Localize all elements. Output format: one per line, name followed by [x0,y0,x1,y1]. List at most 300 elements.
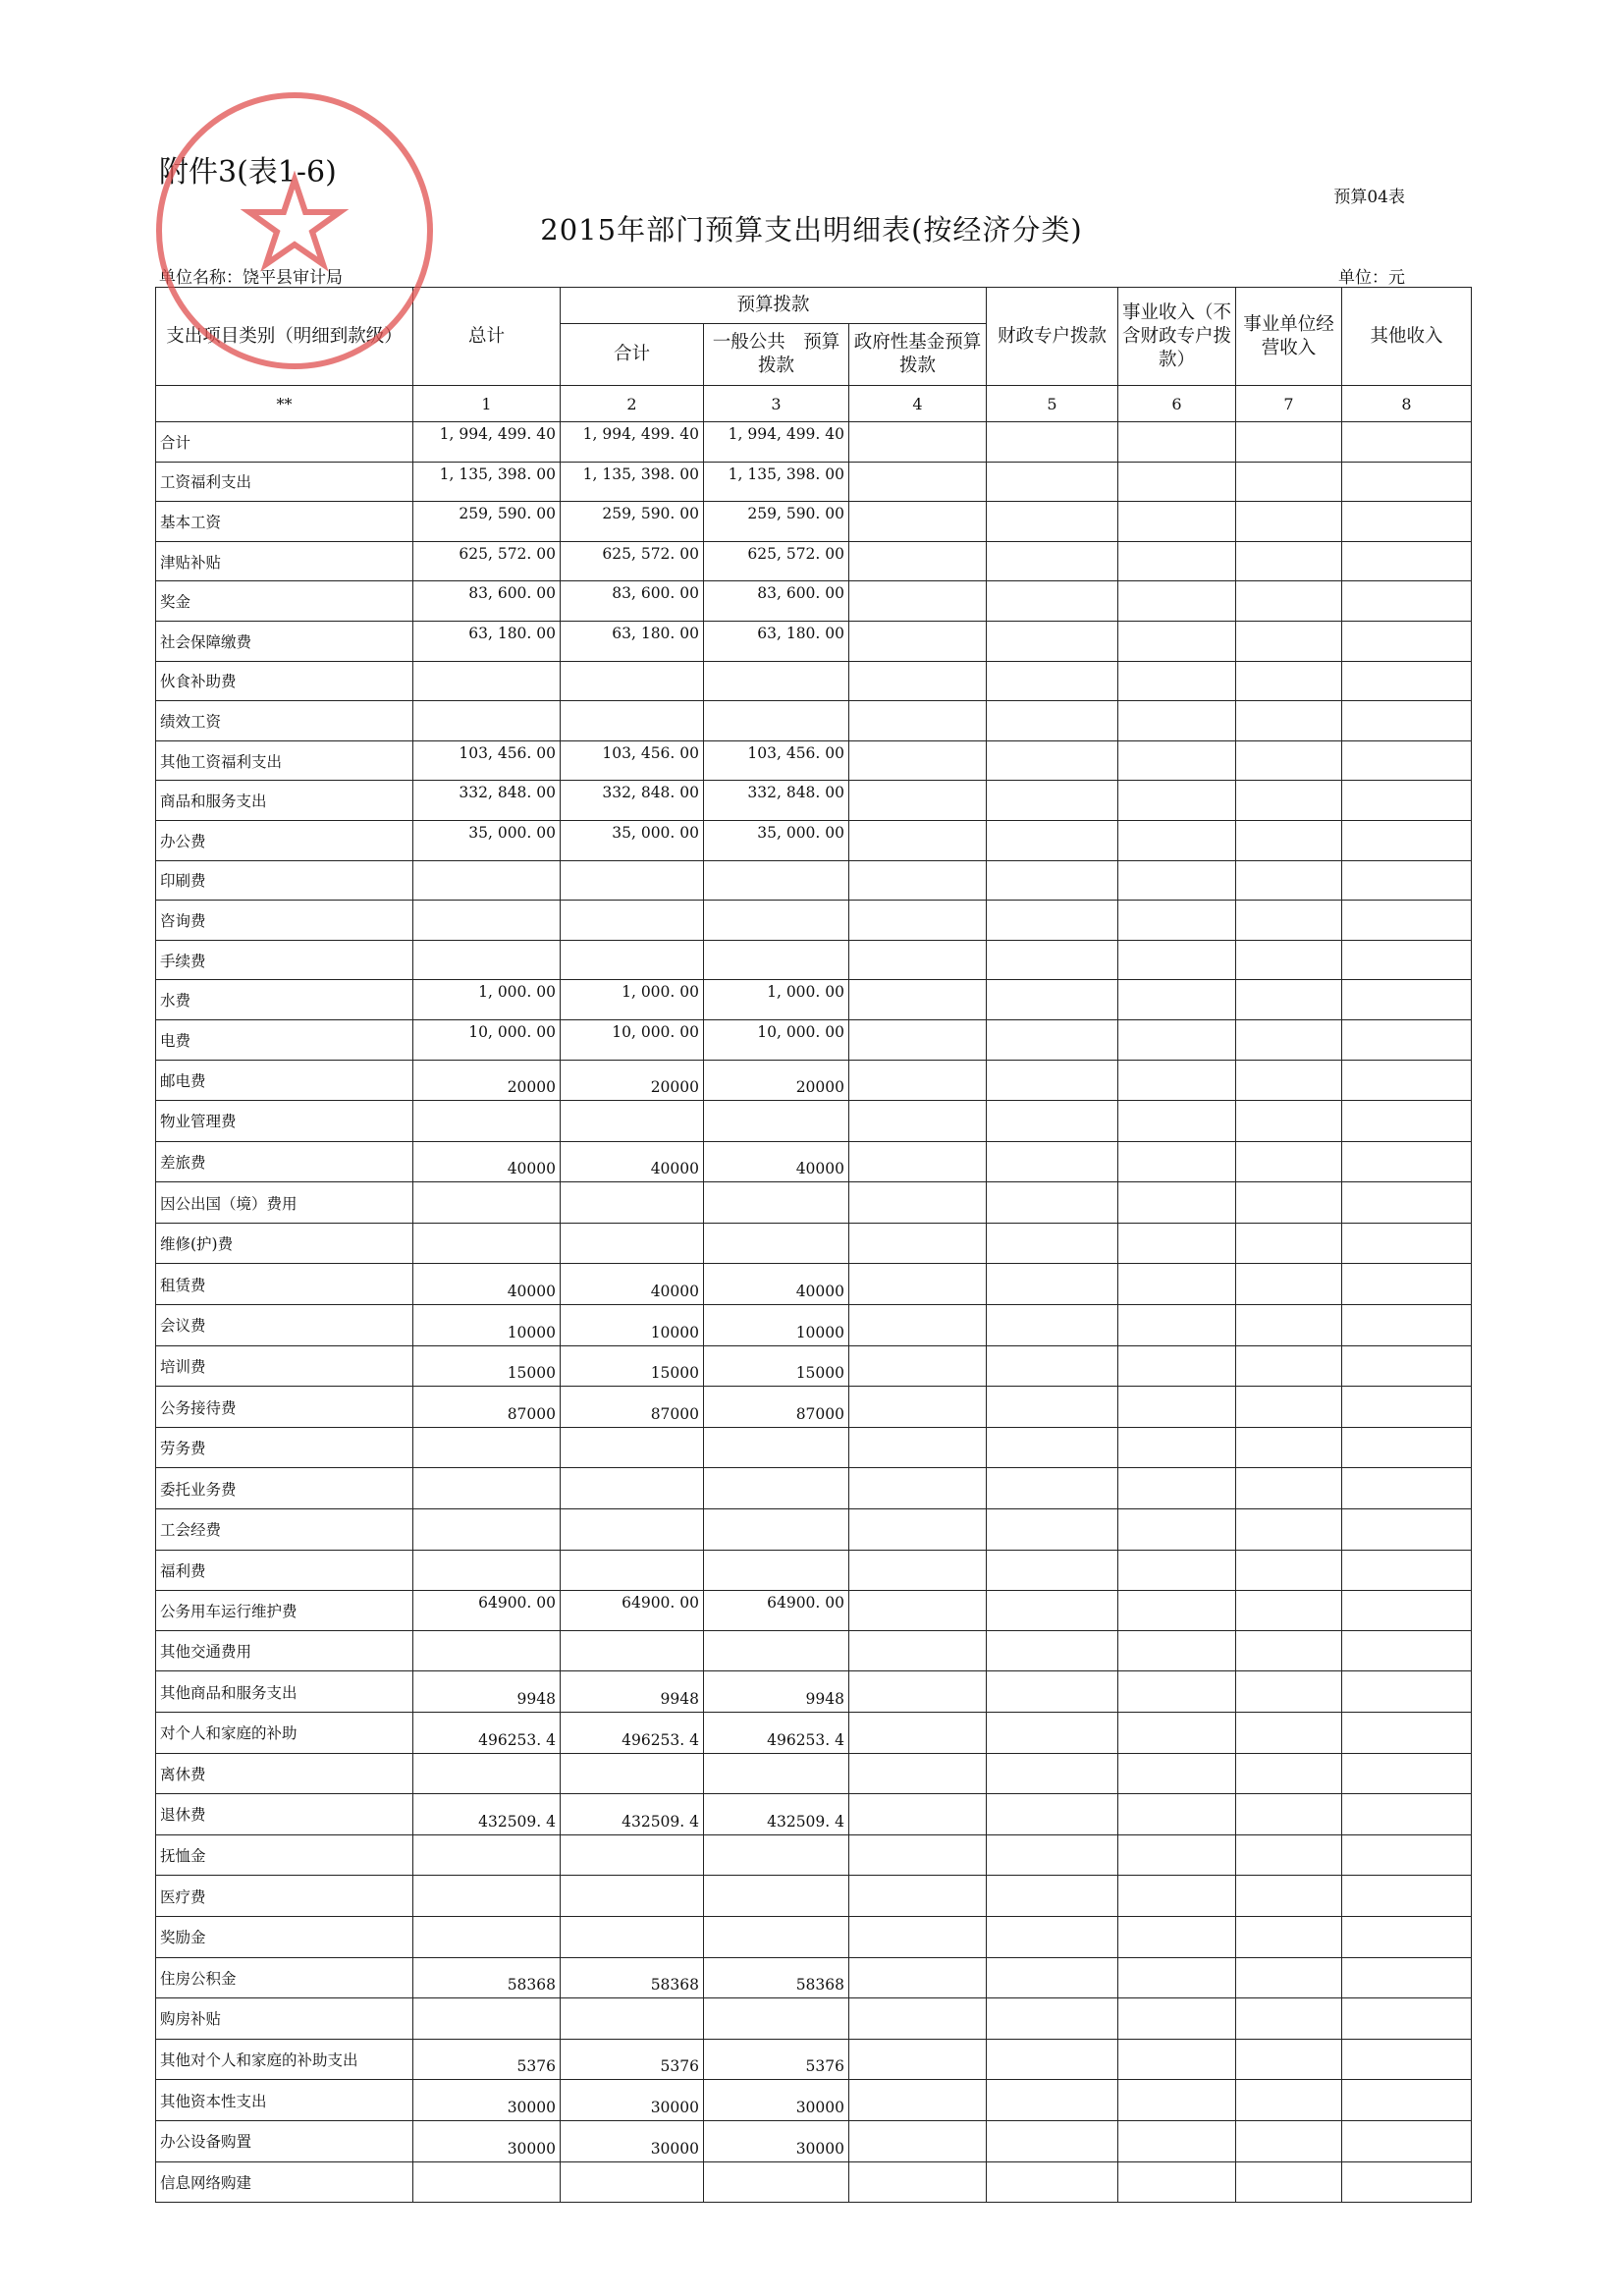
row-name-cell: 信息网络购建 [156,2161,413,2203]
empty-cell [987,2080,1118,2121]
budget-subtotal-cell: 10000 [561,1305,704,1346]
empty-cell [1236,1264,1342,1305]
empty-cell [1118,1753,1236,1794]
row-name-cell: 离休费 [156,1753,413,1794]
empty-cell [1236,1387,1342,1428]
table-row [156,422,1472,463]
table-row [156,621,1472,661]
table-row [156,1305,1472,1346]
total-cell [413,1427,561,1468]
table-row [156,1060,1472,1101]
budget-subtotal-cell [561,901,704,941]
total-cell: 20000 [413,1060,561,1101]
empty-cell [1342,462,1472,502]
row-name-cell: 伙食补助费 [156,661,413,701]
empty-cell [1236,1509,1342,1551]
empty-cell [849,1876,987,1917]
attachment-label: 附件3(表1-6) [159,155,337,190]
budget-subtotal-cell [561,1834,704,1876]
empty-cell [987,820,1118,860]
empty-cell [1342,1387,1472,1428]
row-name-cell: 绩效工资 [156,701,413,741]
empty-cell [987,781,1118,821]
budget-subtotal-cell [561,1998,704,2040]
empty-cell [987,1591,1118,1631]
empty-cell [987,1834,1118,1876]
row-name-cell: 差旅费 [156,1141,413,1182]
empty-cell [1236,820,1342,860]
empty-cell [987,1713,1118,1754]
general-public-cell: 1, 135, 398. 00 [704,462,849,502]
row-name-cell: 电费 [156,1019,413,1060]
table-row [156,1141,1472,1182]
empty-cell [1118,860,1236,901]
empty-cell [1118,1427,1236,1468]
budget-table [155,287,1472,2203]
general-public-cell: 103, 456. 00 [704,740,849,781]
empty-cell [987,1550,1118,1591]
row-name-cell: 购房补贴 [156,1998,413,2040]
general-public-cell [704,1427,849,1468]
total-cell: 103, 456. 00 [413,740,561,781]
empty-cell [987,1182,1118,1224]
empty-cell [1236,1834,1342,1876]
empty-cell [849,1387,987,1428]
empty-cell [849,2161,987,2203]
table-row [156,1468,1472,1509]
table-row [156,581,1472,622]
empty-cell [1342,940,1472,980]
empty-cell [849,1264,987,1305]
empty-cell [1342,980,1472,1020]
empty-cell [1236,901,1342,941]
empty-cell [849,1998,987,2040]
budget-subtotal-cell [561,1630,704,1671]
empty-cell [987,1427,1118,1468]
general-public-cell: 87000 [704,1387,849,1428]
empty-cell [1236,1305,1342,1346]
empty-cell [849,1182,987,1224]
total-cell: 496253. 4 [413,1713,561,1754]
col-business-unit: 事业单位经营收入 [1236,288,1342,386]
empty-cell [1342,1509,1472,1551]
empty-cell [1342,621,1472,661]
total-cell: 35, 000. 00 [413,820,561,860]
total-cell: 1, 994, 499. 40 [413,422,561,463]
empty-cell [1118,701,1236,741]
empty-cell [849,860,987,901]
empty-cell [1118,1182,1236,1224]
general-public-cell [704,901,849,941]
empty-cell [849,1141,987,1182]
empty-cell [1236,781,1342,821]
row-name-cell: 退休费 [156,1794,413,1835]
empty-cell [987,740,1118,781]
general-public-cell: 63, 180. 00 [704,621,849,661]
empty-cell [1342,1713,1472,1754]
row-name-cell: 水费 [156,980,413,1020]
empty-cell [1118,1957,1236,1998]
empty-cell [987,422,1118,463]
row-name-cell: 邮电费 [156,1060,413,1101]
total-cell [413,1509,561,1551]
empty-cell [1236,1468,1342,1509]
general-public-cell [704,1101,849,1142]
empty-cell [849,422,987,463]
empty-cell [987,1387,1118,1428]
empty-cell [849,1834,987,1876]
general-public-cell [704,2161,849,2203]
empty-cell [849,781,987,821]
empty-cell [1236,1630,1342,1671]
general-public-cell: 432509. 4 [704,1794,849,1835]
row-name-cell: 其他交通费用 [156,1630,413,1671]
empty-cell [1118,2080,1236,2121]
total-cell: 1, 135, 398. 00 [413,462,561,502]
table-row [156,1834,1472,1876]
empty-cell [1236,1223,1342,1264]
total-cell [413,1223,561,1264]
empty-cell [987,621,1118,661]
table-row [156,1916,1472,1957]
col-budget-group: 预算拨款 [561,288,987,324]
empty-cell [1342,422,1472,463]
total-cell [413,661,561,701]
empty-cell [849,1305,987,1346]
table-row [156,701,1472,741]
empty-cell [987,901,1118,941]
empty-cell [987,940,1118,980]
budget-subtotal-cell [561,1916,704,1957]
empty-cell [849,1957,987,1998]
empty-cell [987,1794,1118,1835]
empty-cell [1236,1345,1342,1387]
general-public-cell: 40000 [704,1264,849,1305]
total-cell: 625, 572. 00 [413,541,561,581]
empty-cell [849,1550,987,1591]
empty-cell [1342,1916,1472,1957]
general-public-cell [704,1916,849,1957]
empty-cell [1342,1794,1472,1835]
empty-cell [1236,2120,1342,2161]
general-public-cell: 9948 [704,1671,849,1713]
empty-cell [849,2080,987,2121]
empty-cell [987,1345,1118,1387]
table-row [156,502,1472,542]
row-name-cell: 对个人和家庭的补助 [156,1713,413,1754]
empty-cell [987,2120,1118,2161]
empty-cell [987,1671,1118,1713]
empty-cell [1118,1834,1236,1876]
empty-cell [1118,1345,1236,1387]
empty-cell [849,1591,987,1631]
empty-cell [1118,980,1236,1020]
table-row [156,980,1472,1020]
row-name-cell: 福利费 [156,1550,413,1591]
total-cell: 1, 000. 00 [413,980,561,1020]
table-row [156,1101,1472,1142]
total-cell: 63, 180. 00 [413,621,561,661]
general-public-cell [704,1834,849,1876]
row-name-cell: 其他工资福利支出 [156,740,413,781]
general-public-cell: 1, 000. 00 [704,980,849,1020]
empty-cell [987,1141,1118,1182]
page-title: 2015年部门预算支出明细表(按经济分类) [540,213,1083,246]
empty-cell [1118,1876,1236,1917]
empty-cell [1236,1998,1342,2040]
general-public-cell [704,1998,849,2040]
total-cell [413,2161,561,2203]
table-row [156,781,1472,821]
empty-cell [1118,1509,1236,1551]
total-cell: 40000 [413,1141,561,1182]
table-row [156,661,1472,701]
index-cell: 4 [849,386,987,422]
budget-subtotal-cell: 40000 [561,1141,704,1182]
index-cell: 1 [413,386,561,422]
general-public-cell: 5376 [704,2039,849,2080]
table-row [156,860,1472,901]
empty-cell [1236,1550,1342,1591]
row-name-cell: 维修(护)费 [156,1223,413,1264]
empty-cell [1236,621,1342,661]
row-name-cell: 培训费 [156,1345,413,1387]
total-cell: 64900. 00 [413,1591,561,1631]
index-cell: 8 [1342,386,1472,422]
empty-cell [987,1916,1118,1957]
row-name-cell: 工资福利支出 [156,462,413,502]
empty-cell [849,1427,987,1468]
empty-cell [1236,740,1342,781]
col-item: 支出项目类别（明细到款级） [156,288,413,386]
empty-cell [987,1630,1118,1671]
general-public-cell: 35, 000. 00 [704,820,849,860]
empty-cell [849,740,987,781]
empty-cell [849,820,987,860]
empty-cell [1236,1019,1342,1060]
empty-cell [1236,1101,1342,1142]
row-name-cell: 其他商品和服务支出 [156,1671,413,1713]
empty-cell [849,701,987,741]
empty-cell [1118,1468,1236,1509]
budget-subtotal-cell: 1, 000. 00 [561,980,704,1020]
budget-subtotal-cell [561,1876,704,1917]
budget-subtotal-cell: 103, 456. 00 [561,740,704,781]
general-public-cell: 15000 [704,1345,849,1387]
empty-cell [1342,1550,1472,1591]
budget-subtotal-cell [561,1427,704,1468]
empty-cell [849,1630,987,1671]
empty-cell [1118,2161,1236,2203]
budget-subtotal-cell: 432509. 4 [561,1794,704,1835]
empty-cell [1236,541,1342,581]
table-row [156,1998,1472,2040]
empty-cell [1342,740,1472,781]
budget-subtotal-cell: 9948 [561,1671,704,1713]
empty-cell [1342,1305,1472,1346]
empty-cell [1342,860,1472,901]
budget-subtotal-cell [561,1101,704,1142]
empty-cell [1118,581,1236,622]
empty-cell [1342,2161,1472,2203]
budget-subtotal-cell: 40000 [561,1264,704,1305]
row-name-cell: 工会经费 [156,1509,413,1551]
table-row [156,1876,1472,1917]
empty-cell [849,1753,987,1794]
general-public-cell [704,940,849,980]
empty-cell [1236,1794,1342,1835]
empty-cell [987,581,1118,622]
total-cell: 332, 848. 00 [413,781,561,821]
empty-cell [1118,2039,1236,2080]
empty-cell [987,2039,1118,2080]
table-row [156,1550,1472,1591]
table-row [156,2161,1472,2203]
empty-cell [987,2161,1118,2203]
budget-subtotal-cell: 20000 [561,1060,704,1101]
row-name-cell: 住房公积金 [156,1957,413,1998]
table-row [156,2120,1472,2161]
empty-cell [987,701,1118,741]
row-name-cell: 印刷费 [156,860,413,901]
total-cell: 30000 [413,2120,561,2161]
table-row [156,2080,1472,2121]
table-row [156,1591,1472,1631]
total-cell [413,1916,561,1957]
empty-cell [987,661,1118,701]
empty-cell [1118,1141,1236,1182]
empty-cell [1342,2120,1472,2161]
total-cell [413,1550,561,1591]
budget-subtotal-cell [561,701,704,741]
general-public-cell [704,1630,849,1671]
empty-cell [1236,1713,1342,1754]
empty-cell [987,1753,1118,1794]
row-name-cell: 物业管理费 [156,1101,413,1142]
empty-cell [1118,1630,1236,1671]
empty-cell [1236,701,1342,741]
table-row [156,740,1472,781]
row-name-cell: 咨询费 [156,901,413,941]
budget-subtotal-cell: 1, 135, 398. 00 [561,462,704,502]
empty-cell [1118,1713,1236,1754]
total-cell: 83, 600. 00 [413,581,561,622]
total-cell [413,1998,561,2040]
empty-cell [849,1019,987,1060]
empty-cell [1118,462,1236,502]
general-public-cell: 1, 994, 499. 40 [704,422,849,463]
empty-cell [1342,1468,1472,1509]
empty-cell [1342,1101,1472,1142]
general-public-cell: 10000 [704,1305,849,1346]
empty-cell [1342,541,1472,581]
budget-subtotal-cell [561,661,704,701]
empty-cell [1342,1141,1472,1182]
budget-subtotal-cell: 496253. 4 [561,1713,704,1754]
table-row [156,1794,1472,1835]
row-name-cell: 医疗费 [156,1876,413,1917]
empty-cell [987,1957,1118,1998]
empty-cell [1342,1060,1472,1101]
total-cell: 259, 590. 00 [413,502,561,542]
empty-cell [1118,1305,1236,1346]
empty-cell [1236,502,1342,542]
empty-cell [987,541,1118,581]
index-cell: ** [156,386,413,422]
empty-cell [1342,701,1472,741]
budget-subtotal-cell [561,1753,704,1794]
empty-cell [849,1468,987,1509]
empty-cell [1342,502,1472,542]
empty-cell [849,1345,987,1387]
total-cell [413,860,561,901]
empty-cell [1118,1264,1236,1305]
empty-cell [987,1468,1118,1509]
empty-cell [1236,1957,1342,1998]
table-row [156,1957,1472,1998]
table-row [156,462,1472,502]
total-cell: 10, 000. 00 [413,1019,561,1060]
table-row [156,940,1472,980]
total-cell: 9948 [413,1671,561,1713]
general-public-cell [704,1550,849,1591]
budget-subtotal-cell: 64900. 00 [561,1591,704,1631]
row-name-cell: 委托业务费 [156,1468,413,1509]
empty-cell [987,980,1118,1020]
general-public-cell: 58368 [704,1957,849,1998]
empty-cell [1342,1834,1472,1876]
empty-cell [1118,1101,1236,1142]
budget-subtotal-cell: 1, 994, 499. 40 [561,422,704,463]
empty-cell [1342,2080,1472,2121]
empty-cell [1118,901,1236,941]
empty-cell [1118,1060,1236,1101]
total-cell [413,1876,561,1917]
general-public-cell: 332, 848. 00 [704,781,849,821]
unit-name-label: 单位名称：饶平县审计局 [159,268,343,288]
general-public-cell: 30000 [704,2120,849,2161]
empty-cell [1118,940,1236,980]
total-cell: 40000 [413,1264,561,1305]
empty-cell [1236,1182,1342,1224]
col-other-income: 其他收入 [1342,288,1472,386]
empty-cell [1118,781,1236,821]
total-cell [413,940,561,980]
budget-subtotal-cell: 332, 848. 00 [561,781,704,821]
row-name-cell: 公务用车运行维护费 [156,1591,413,1631]
general-public-cell [704,1223,849,1264]
empty-cell [1236,2039,1342,2080]
row-name-cell: 其他资本性支出 [156,2080,413,2121]
row-name-cell: 津贴补贴 [156,541,413,581]
table-row [156,901,1472,941]
col-business-income: 事业收入（不含财政专户拨款） [1118,288,1236,386]
budget-subtotal-cell: 259, 590. 00 [561,502,704,542]
empty-cell [1118,502,1236,542]
empty-cell [1118,740,1236,781]
table-row [156,541,1472,581]
row-name-cell: 会议费 [156,1305,413,1346]
empty-cell [1342,1753,1472,1794]
col-gov-fund: 政府性基金预算拨款 [849,324,987,386]
empty-cell [1118,1019,1236,1060]
empty-cell [1342,1427,1472,1468]
empty-cell [849,621,987,661]
empty-cell [987,1223,1118,1264]
budget-subtotal-cell [561,1223,704,1264]
total-cell: 432509. 4 [413,1794,561,1835]
empty-cell [1342,1223,1472,1264]
